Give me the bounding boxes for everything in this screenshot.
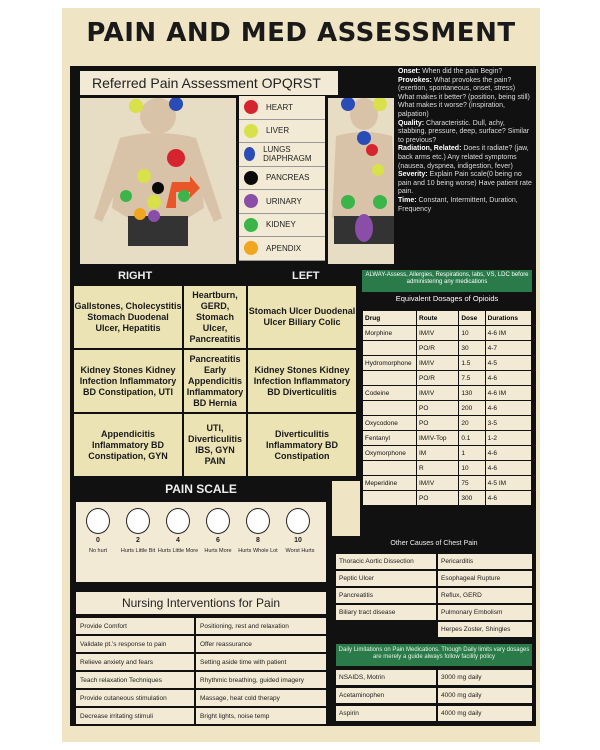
table-row: Hydromorphone IM/IV 1.5 4-5 — [363, 356, 532, 371]
table-row: PO/R 7.5 4-6 — [363, 371, 532, 386]
table-row: Provide cutaneous stimulation Massage, heat cold therapy — [76, 690, 326, 706]
table-row: Acetaminophen 4000 mg daily — [336, 688, 532, 703]
face-0-icon — [86, 508, 110, 534]
face-6-icon — [206, 508, 230, 534]
right-heading: RIGHT — [118, 270, 153, 282]
face-number: 4 — [176, 537, 180, 544]
face-number: 2 — [136, 537, 140, 544]
table-row: Fentanyl IM/IV-Top 0.1 1-2 — [363, 431, 532, 446]
face-number: 6 — [216, 537, 220, 544]
back-body-figure — [328, 98, 400, 264]
abdomen-cell: Kidney Stones Kidney Infection Inflammatory BD Constipation, UTI — [74, 350, 182, 412]
table-row: PO 300 4-6 — [363, 491, 532, 506]
opqrst-text-panel — [394, 66, 536, 266]
pain-scale-faces — [76, 502, 326, 582]
table-row: Teach relaxation Techniques Rhythmic breathing, guided imagery — [76, 672, 326, 688]
pain-scale-heading: PAIN SCALE — [165, 482, 237, 496]
table-row: Peptic Ulcer Esophageal Rupture — [336, 571, 532, 586]
chest-pain-panel — [332, 536, 536, 640]
table-row: Decrease irritating stimuli Bright lights, noise temp — [76, 708, 326, 724]
abdomen-cell: Stomach Ulcer Duodenal Ulcer Biliary Colic — [248, 286, 356, 348]
table-row: Thoracic Aortic Dissection Pericarditis — [336, 554, 532, 569]
urinary-dot-icon — [244, 194, 258, 208]
table-row: PO 200 4-6 — [363, 401, 532, 416]
abdomen-cell: Gallstones, Cholecystitis Stomach Duodenal Ulcer, Hepatitis — [74, 286, 182, 348]
left-heading: LEFT — [292, 270, 320, 282]
face-2-icon — [126, 508, 150, 534]
assess-alert: ALWAY-Assess, Allergies, Respirations, labs, VS, LDC before administering any medications — [362, 270, 532, 292]
table-row: PO/R 30 4-7 — [363, 341, 532, 356]
front-body-figure — [80, 98, 236, 264]
face-label: Hurts Little Bit — [120, 548, 156, 554]
face-10-icon — [286, 508, 310, 534]
table-row: Provide Comfort Positioning, rest and relaxation — [76, 618, 326, 634]
table-row: Oxymorphone IM 1 4-6 — [363, 446, 532, 461]
daily-limits-heading: Daily Limitations on Pain Medications. Though Daily limits vary dosages are merely a guide always follow facility policy — [336, 644, 532, 666]
organ-legend — [239, 96, 325, 261]
nursing-heading: Nursing Interventions for Pain — [76, 592, 326, 614]
face-8-icon — [246, 508, 270, 534]
table-row: Validate pt.'s response to pain Offer reassurance — [76, 636, 326, 652]
opqrst-provokes: Provokes: What provokes the pain? (exertion, spontaneous, onset, stress) What makes it better? (position, being still) What makes it worse? (inspiration, palpation) — [398, 76, 530, 118]
face-number: 10 — [294, 537, 302, 544]
referred-pain-panel — [70, 66, 425, 266]
opqrst-time: Time: Constant, Intermittent, Duration, Frequency — [398, 196, 518, 213]
abdomen-quadrant-panel — [70, 266, 360, 481]
abdomen-cell: Diverticulitis Inflammatory BD Constipation — [248, 414, 356, 476]
table-row: Meperidine IM/IV 75 4-5 IM — [363, 476, 532, 491]
face-label: Worst Hurts — [285, 548, 315, 554]
opqrst-onset: Onset: When did the pain Begin? — [398, 68, 503, 75]
table-row: Morphine IM/IV 10 4-6 IM — [363, 326, 532, 341]
table-row: Aspirin 4000 mg daily — [336, 706, 532, 721]
legend-item: URINARY — [239, 190, 325, 214]
face-number: 8 — [256, 537, 260, 544]
table-row: Biliary tract disease Pulmonary Embolism — [336, 605, 532, 620]
pain-scale-panel — [70, 478, 332, 588]
legend-item: HEART — [239, 96, 325, 120]
face-number: 0 — [96, 537, 100, 544]
nursing-panel — [70, 588, 332, 726]
table-row: Relieve anxiety and fears Setting aside time with patient — [76, 654, 326, 670]
table-row: NSAIDS, Motrin 3000 mg daily — [336, 670, 532, 685]
kidney-dot-icon — [244, 218, 258, 232]
legend-item: LIVER — [239, 120, 325, 144]
opioid-panel — [360, 266, 536, 536]
abdomen-cell: UTI, Diverticulitis IBS, GYN PAIN — [184, 414, 246, 476]
abdomen-cell: Kidney Stones Kidney Infection Inflammatory BD Diverticulitis — [248, 350, 356, 412]
face-label: Hurts Whole Lot — [238, 548, 278, 554]
chest-pain-heading: Other Causes of Chest Pain — [390, 540, 478, 547]
heart-dot-icon — [244, 100, 258, 114]
table-row: Codeine IM/IV 130 4-6 IM — [363, 386, 532, 401]
table-row: Pancreatitis Reflux, GERD — [336, 588, 532, 603]
legend-item: LUNGS DIAPHRAGM — [239, 143, 325, 167]
apendix-dot-icon — [244, 241, 258, 255]
opqrst-radiation: Radiation, Related: Does it radiate? (jaw, back arms etc.) Any related symptoms (nausea, dyspnea, indigestion, fever) — [398, 145, 529, 170]
abdomen-cell: Heartburn, GERD, Stomach Ulcer, Pancreatitis — [184, 286, 246, 348]
abdomen-cell: Pancreatitis Early Appendicitis Inflammatory BD Hernia — [184, 350, 246, 412]
table-row: R 10 4-6 — [363, 461, 532, 476]
face-label: No hurt — [88, 548, 108, 554]
lungs-dot-icon — [244, 147, 255, 161]
face-label: Hurts Little More — [157, 548, 199, 554]
opqrst-quality: Quality: Characteristic. Dull, achy, stabbing, pressure, deep, surface? Similar to previous? — [398, 119, 530, 144]
poster — [62, 8, 540, 742]
referred-pain-heading: Referred Pain Assessment OPQRST — [80, 71, 338, 95]
opioid-table — [362, 310, 532, 506]
face-4-icon — [166, 508, 190, 534]
table-row: Herpes Zoster, Shingles — [336, 622, 532, 637]
legend-item: KIDNEY — [239, 214, 325, 238]
legend-item: PANCREAS — [239, 167, 325, 191]
page-title: PAIN AND MED ASSESSMENT — [86, 18, 516, 48]
daily-limits-panel — [332, 640, 536, 726]
pancreas-dot-icon — [244, 171, 258, 185]
table-header-row: Drug Route Dose Durations — [363, 311, 532, 326]
opioid-heading: Equivalent Dosages of Opioids — [395, 294, 499, 303]
opqrst-severity: Severity: Explain Pain scale(0 being no pain and 10 being worse) Have patient rate pain. — [398, 171, 532, 196]
face-label: Hurts More — [204, 548, 232, 554]
table-row: Oxycodone PO 20 3-5 — [363, 416, 532, 431]
legend-item: APENDIX — [239, 237, 325, 261]
liver-dot-icon — [244, 124, 258, 138]
abdomen-cell: Appendicitis Inflammatory BD Constipation, GYN — [74, 414, 182, 476]
